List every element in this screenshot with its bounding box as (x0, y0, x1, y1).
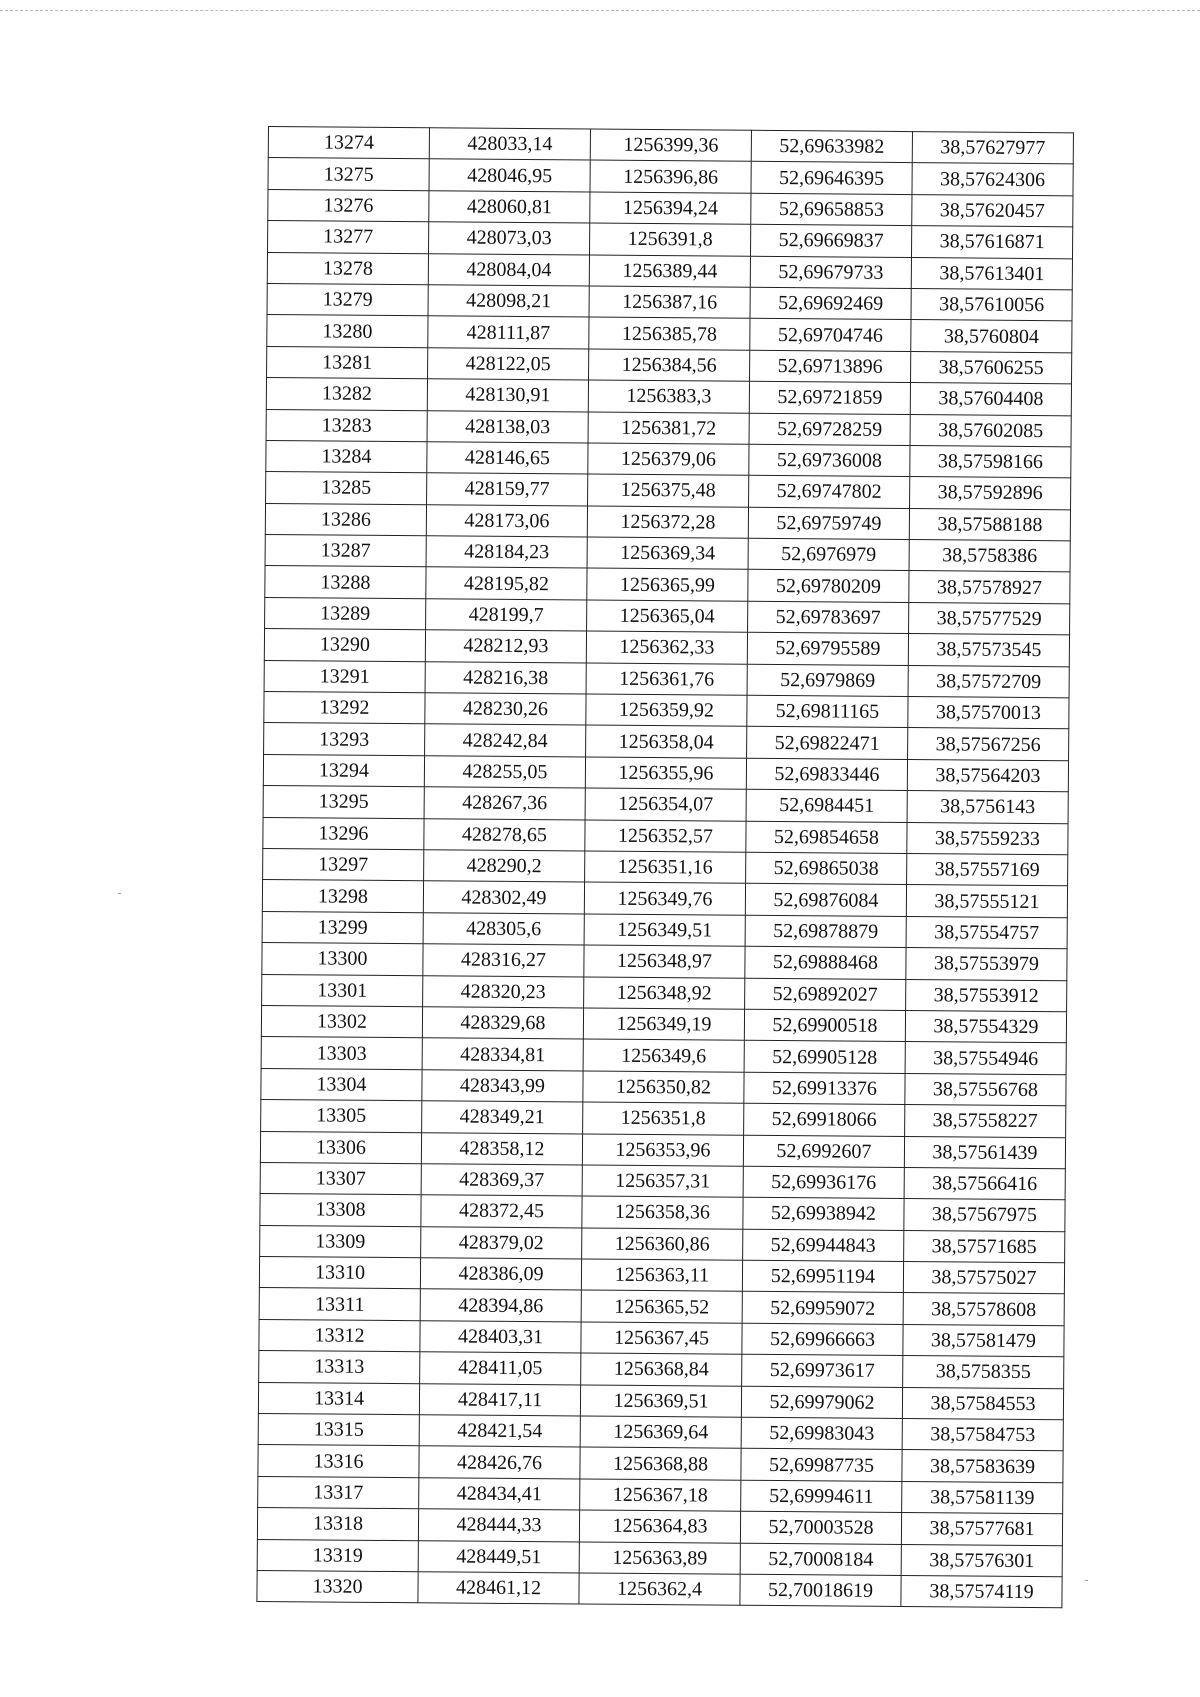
point-number-cell: 13292 (264, 692, 425, 725)
point-number-cell: 13308 (260, 1194, 421, 1227)
latitude-cell: 52,69892027 (745, 978, 906, 1011)
point-number-cell: 13283 (266, 409, 427, 442)
y-coordinate-cell: 1256372,28 (587, 506, 748, 539)
y-coordinate-cell: 1256381,72 (588, 412, 749, 445)
y-coordinate-cell: 1256367,18 (580, 1479, 741, 1512)
y-coordinate-cell: 1256396,86 (590, 160, 751, 193)
point-number-cell: 13316 (258, 1445, 419, 1478)
x-coordinate-cell: 428320,23 (423, 975, 584, 1008)
x-coordinate-cell: 428426,76 (419, 1446, 580, 1479)
point-number-cell: 13274 (268, 127, 429, 160)
longitude-cell: 38,57567256 (908, 728, 1069, 761)
x-coordinate-cell: 428173,06 (426, 504, 587, 537)
y-coordinate-cell: 1256364,83 (579, 1510, 740, 1543)
point-number-cell: 13303 (261, 1037, 422, 1070)
x-coordinate-cell: 428349,21 (422, 1101, 583, 1134)
point-number-cell: 13276 (268, 189, 429, 222)
y-coordinate-cell: 1256355,96 (585, 757, 746, 790)
longitude-cell: 38,57573545 (908, 634, 1069, 667)
y-coordinate-cell: 1256353,96 (582, 1134, 743, 1167)
x-coordinate-cell: 428302,49 (423, 881, 584, 914)
latitude-cell: 52,69973617 (742, 1354, 903, 1387)
y-coordinate-cell: 1256349,19 (583, 1008, 744, 1041)
x-coordinate-cell: 428073,03 (429, 222, 590, 255)
longitude-cell: 38,57627977 (912, 132, 1073, 165)
longitude-cell: 38,57581139 (902, 1481, 1063, 1514)
y-coordinate-cell: 1256363,89 (579, 1542, 740, 1575)
point-number-cell: 13309 (260, 1225, 421, 1258)
latitude-cell: 52,69658853 (751, 193, 912, 226)
longitude-cell: 38,57575027 (903, 1262, 1064, 1295)
y-coordinate-cell: 1256365,52 (581, 1290, 742, 1323)
longitude-cell: 38,57564203 (907, 759, 1068, 792)
x-coordinate-cell: 428098,21 (428, 285, 589, 318)
latitude-cell: 52,69878879 (745, 915, 906, 948)
latitude-cell: 52,69876084 (745, 884, 906, 917)
longitude-cell: 38,57566416 (904, 1167, 1065, 1200)
point-number-cell: 13319 (257, 1539, 418, 1572)
y-coordinate-cell: 1256358,36 (582, 1196, 743, 1229)
longitude-cell: 38,57570013 (908, 697, 1069, 730)
longitude-cell: 38,57588188 (909, 508, 1070, 541)
longitude-cell: 38,5760804 (911, 320, 1072, 353)
longitude-cell: 38,57556768 (905, 1073, 1066, 1106)
y-coordinate-cell: 1256387,16 (589, 286, 750, 319)
x-coordinate-cell: 428461,12 (418, 1572, 579, 1605)
y-coordinate-cell: 1256369,64 (580, 1416, 741, 1449)
latitude-cell: 52,69633982 (751, 130, 912, 163)
point-number-cell: 13280 (267, 315, 428, 348)
y-coordinate-cell: 1256349,51 (584, 914, 745, 947)
longitude-cell: 38,57583639 (902, 1450, 1063, 1483)
x-coordinate-cell: 428417,11 (419, 1383, 580, 1416)
longitude-cell: 38,57554329 (905, 1010, 1066, 1043)
latitude-cell: 52,69669837 (750, 224, 911, 257)
longitude-cell: 38,57557169 (907, 854, 1068, 887)
point-number-cell: 13297 (263, 848, 424, 881)
point-number-cell: 13298 (262, 880, 423, 913)
longitude-cell: 38,57561439 (904, 1136, 1065, 1169)
latitude-cell: 52,69692469 (750, 287, 911, 320)
latitude-cell: 52,69959072 (742, 1292, 903, 1325)
latitude-cell: 52,69811165 (747, 695, 908, 728)
latitude-cell: 52,70018619 (740, 1574, 901, 1607)
y-coordinate-cell: 1256351,16 (585, 851, 746, 884)
y-coordinate-cell: 1256362,33 (586, 631, 747, 664)
x-coordinate-cell: 428379,02 (421, 1226, 582, 1259)
longitude-cell: 38,57559233 (907, 822, 1068, 855)
y-coordinate-cell: 1256375,48 (588, 474, 749, 507)
y-coordinate-cell: 1256369,34 (587, 537, 748, 570)
longitude-cell: 38,57571685 (904, 1230, 1065, 1263)
longitude-cell: 38,57610056 (911, 289, 1072, 322)
latitude-cell: 52,69822471 (747, 727, 908, 760)
y-coordinate-cell: 1256362,4 (579, 1573, 740, 1606)
x-coordinate-cell: 428199,7 (426, 599, 587, 632)
y-coordinate-cell: 1256358,04 (586, 725, 747, 758)
x-coordinate-cell: 428267,36 (424, 787, 585, 820)
latitude-cell: 52,69918066 (744, 1103, 905, 1136)
latitude-cell: 52,69780209 (748, 570, 909, 603)
longitude-cell: 38,5758355 (903, 1356, 1064, 1389)
y-coordinate-cell: 1256359,92 (586, 694, 747, 727)
y-coordinate-cell: 1256349,76 (584, 882, 745, 915)
x-coordinate-cell: 428195,82 (426, 567, 587, 600)
point-number-cell: 13279 (267, 283, 428, 316)
point-number-cell: 13286 (265, 503, 426, 536)
y-coordinate-cell: 1256348,97 (584, 945, 745, 978)
y-coordinate-cell: 1256394,24 (590, 192, 751, 225)
point-number-cell: 13313 (259, 1351, 420, 1384)
longitude-cell: 38,57606255 (911, 351, 1072, 384)
y-coordinate-cell: 1256383,3 (588, 380, 749, 413)
longitude-cell: 38,57578927 (909, 571, 1070, 604)
y-coordinate-cell: 1256354,07 (585, 788, 746, 821)
x-coordinate-cell: 428305,6 (423, 913, 584, 946)
x-coordinate-cell: 428403,31 (420, 1321, 581, 1354)
point-number-cell: 13289 (265, 597, 426, 630)
longitude-cell: 38,57578608 (903, 1293, 1064, 1326)
x-coordinate-cell: 428212,93 (425, 630, 586, 663)
longitude-cell: 38,57577681 (901, 1513, 1062, 1546)
point-number-cell: 13307 (260, 1162, 421, 1195)
latitude-cell: 52,69944843 (743, 1229, 904, 1262)
point-number-cell: 13302 (261, 1005, 422, 1038)
y-coordinate-cell: 1256368,84 (581, 1353, 742, 1386)
point-number-cell: 13301 (262, 974, 423, 1007)
x-coordinate-cell: 428444,33 (418, 1509, 579, 1542)
x-coordinate-cell: 428216,38 (425, 661, 586, 694)
point-number-cell: 13284 (266, 440, 427, 473)
y-coordinate-cell: 1256348,92 (584, 977, 745, 1010)
y-coordinate-cell: 1256360,86 (582, 1228, 743, 1261)
point-number-cell: 13290 (264, 629, 425, 662)
latitude-cell: 52,69936176 (743, 1166, 904, 1199)
x-coordinate-cell: 428421,54 (419, 1415, 580, 1448)
longitude-cell: 38,57602085 (910, 414, 1071, 447)
x-coordinate-cell: 428334,81 (422, 1038, 583, 1071)
y-coordinate-cell: 1256399,36 (590, 129, 751, 162)
x-coordinate-cell: 428130,91 (427, 379, 588, 412)
longitude-cell: 38,57613401 (911, 257, 1072, 290)
point-number-cell: 13317 (258, 1476, 419, 1509)
latitude-cell: 52,69951194 (742, 1260, 903, 1293)
point-number-cell: 13310 (259, 1257, 420, 1290)
y-coordinate-cell: 1256385,78 (589, 317, 750, 350)
longitude-cell: 38,57558227 (905, 1105, 1066, 1138)
y-coordinate-cell: 1256368,88 (580, 1447, 741, 1480)
longitude-cell: 38,57572709 (908, 665, 1069, 698)
point-number-cell: 13287 (265, 535, 426, 568)
point-number-cell: 13318 (257, 1508, 418, 1541)
latitude-cell: 52,69979062 (741, 1386, 902, 1419)
longitude-cell: 38,57554757 (906, 916, 1067, 949)
longitude-cell: 38,57624306 (912, 163, 1073, 196)
longitude-cell: 38,57555121 (906, 885, 1067, 918)
latitude-cell: 52,70003528 (740, 1511, 901, 1544)
longitude-cell: 38,57584753 (902, 1419, 1063, 1452)
point-number-cell: 13291 (264, 660, 425, 693)
latitude-cell: 52,6984451 (746, 789, 907, 822)
y-coordinate-cell: 1256352,57 (585, 820, 746, 853)
longitude-cell: 38,57592896 (910, 477, 1071, 510)
x-coordinate-cell: 428343,99 (422, 1069, 583, 1102)
y-coordinate-cell: 1256363,11 (581, 1259, 742, 1292)
x-coordinate-cell: 428159,77 (427, 473, 588, 506)
x-coordinate-cell: 428449,51 (418, 1540, 579, 1573)
x-coordinate-cell: 428434,41 (419, 1478, 580, 1511)
longitude-cell: 38,57553912 (906, 979, 1067, 1012)
point-number-cell: 13296 (263, 817, 424, 850)
y-coordinate-cell: 1256357,31 (582, 1165, 743, 1198)
latitude-cell: 52,69905128 (744, 1041, 905, 1074)
latitude-cell: 52,69966663 (742, 1323, 903, 1356)
x-coordinate-cell: 428122,05 (428, 347, 589, 380)
y-coordinate-cell: 1256349,6 (583, 1039, 744, 1072)
x-coordinate-cell: 428242,84 (425, 724, 586, 757)
y-coordinate-cell: 1256365,04 (587, 600, 748, 633)
latitude-cell: 52,69704746 (750, 319, 911, 352)
scan-speck (1085, 1580, 1088, 1581)
point-number-cell: 13311 (259, 1288, 420, 1321)
point-number-cell: 13299 (262, 911, 423, 944)
longitude-cell: 38,57581479 (903, 1324, 1064, 1357)
point-number-cell: 13320 (257, 1570, 418, 1603)
x-coordinate-cell: 428316,27 (423, 944, 584, 977)
x-coordinate-cell: 428255,05 (424, 756, 585, 789)
latitude-cell: 52,69865038 (746, 852, 907, 885)
latitude-cell: 52,69913376 (744, 1072, 905, 1105)
point-number-cell: 13314 (258, 1382, 419, 1415)
point-number-cell: 13282 (266, 378, 427, 411)
longitude-cell: 38,57576301 (901, 1544, 1062, 1577)
latitude-cell: 52,69888468 (745, 946, 906, 979)
longitude-cell: 38,57553979 (906, 948, 1067, 981)
longitude-cell: 38,5756143 (907, 791, 1068, 824)
latitude-cell: 52,69759749 (748, 507, 909, 540)
longitude-cell: 38,57598166 (910, 445, 1071, 478)
point-number-cell: 13285 (266, 472, 427, 505)
latitude-cell: 52,6976979 (748, 538, 909, 571)
x-coordinate-cell: 428290,2 (424, 850, 585, 883)
longitude-cell: 38,57554946 (905, 1042, 1066, 1075)
coordinates-table-body (257, 127, 1074, 1609)
latitude-cell: 52,69783697 (748, 601, 909, 634)
point-number-cell: 13300 (262, 943, 423, 976)
x-coordinate-cell: 428411,05 (420, 1352, 581, 1385)
latitude-cell: 52,69713896 (750, 350, 911, 383)
point-number-cell: 13281 (267, 346, 428, 379)
x-coordinate-cell: 428386,09 (420, 1258, 581, 1291)
longitude-cell: 38,5758386 (909, 540, 1070, 573)
point-number-cell: 13293 (264, 723, 425, 756)
latitude-cell: 52,69833446 (746, 758, 907, 791)
point-number-cell: 13305 (261, 1100, 422, 1133)
y-coordinate-cell: 1256367,45 (581, 1322, 742, 1355)
latitude-cell: 52,69983043 (741, 1417, 902, 1450)
longitude-cell: 38,57584553 (902, 1387, 1063, 1420)
latitude-cell: 52,69987735 (741, 1449, 902, 1482)
x-coordinate-cell: 428372,45 (421, 1195, 582, 1228)
y-coordinate-cell: 1256351,8 (583, 1102, 744, 1135)
y-coordinate-cell: 1256384,56 (589, 349, 750, 382)
x-coordinate-cell: 428111,87 (428, 316, 589, 349)
latitude-cell: 52,69994611 (741, 1480, 902, 1513)
x-coordinate-cell: 428358,12 (421, 1132, 582, 1165)
longitude-cell: 38,57616871 (911, 226, 1072, 259)
scan-edge-line (0, 10, 1200, 11)
latitude-cell: 52,69721859 (749, 381, 910, 414)
latitude-cell: 52,6979869 (747, 664, 908, 697)
point-number-cell: 13288 (265, 566, 426, 599)
point-number-cell: 13275 (268, 158, 429, 191)
latitude-cell: 52,70008184 (740, 1543, 901, 1576)
y-coordinate-cell: 1256365,99 (587, 568, 748, 601)
longitude-cell: 38,57577529 (909, 602, 1070, 635)
latitude-cell: 52,69900518 (744, 1009, 905, 1042)
longitude-cell: 38,57604408 (910, 383, 1071, 416)
x-coordinate-cell: 428278,65 (424, 818, 585, 851)
latitude-cell: 52,69854658 (746, 821, 907, 854)
x-coordinate-cell: 428329,68 (422, 1007, 583, 1040)
latitude-cell: 52,6992607 (743, 1135, 904, 1168)
point-number-cell: 13306 (260, 1131, 421, 1164)
y-coordinate-cell: 1256350,82 (583, 1071, 744, 1104)
y-coordinate-cell: 1256391,8 (590, 223, 751, 256)
x-coordinate-cell: 428184,23 (426, 536, 587, 569)
x-coordinate-cell: 428033,14 (429, 128, 590, 161)
point-number-cell: 13315 (258, 1413, 419, 1446)
y-coordinate-cell: 1256369,51 (580, 1385, 741, 1418)
latitude-cell: 52,69736008 (749, 444, 910, 477)
point-number-cell: 13304 (261, 1068, 422, 1101)
x-coordinate-cell: 428060,81 (429, 191, 590, 224)
x-coordinate-cell: 428138,03 (427, 410, 588, 443)
table-row (257, 1570, 1062, 1608)
latitude-cell: 52,69679733 (750, 256, 911, 289)
latitude-cell: 52,69646395 (751, 162, 912, 195)
latitude-cell: 52,69938942 (743, 1198, 904, 1231)
x-coordinate-cell: 428394,86 (420, 1289, 581, 1322)
x-coordinate-cell: 428369,37 (421, 1164, 582, 1197)
x-coordinate-cell: 428230,26 (425, 693, 586, 726)
point-number-cell: 13277 (268, 221, 429, 254)
latitude-cell: 52,69747802 (749, 476, 910, 509)
point-number-cell: 13278 (267, 252, 428, 285)
coordinates-table (256, 126, 1074, 1609)
latitude-cell: 52,69728259 (749, 413, 910, 446)
longitude-cell: 38,57567975 (904, 1199, 1065, 1232)
point-number-cell: 13295 (263, 786, 424, 819)
point-number-cell: 13312 (259, 1319, 420, 1352)
x-coordinate-cell: 428084,04 (428, 253, 589, 286)
y-coordinate-cell: 1256379,06 (588, 443, 749, 476)
point-number-cell: 13294 (263, 754, 424, 787)
longitude-cell: 38,57574119 (901, 1575, 1062, 1608)
x-coordinate-cell: 428046,95 (429, 159, 590, 192)
x-coordinate-cell: 428146,65 (427, 442, 588, 475)
y-coordinate-cell: 1256389,44 (589, 255, 750, 288)
longitude-cell: 38,57620457 (912, 194, 1073, 227)
latitude-cell: 52,69795589 (747, 633, 908, 666)
y-coordinate-cell: 1256361,76 (586, 663, 747, 696)
scan-speck (118, 893, 121, 894)
